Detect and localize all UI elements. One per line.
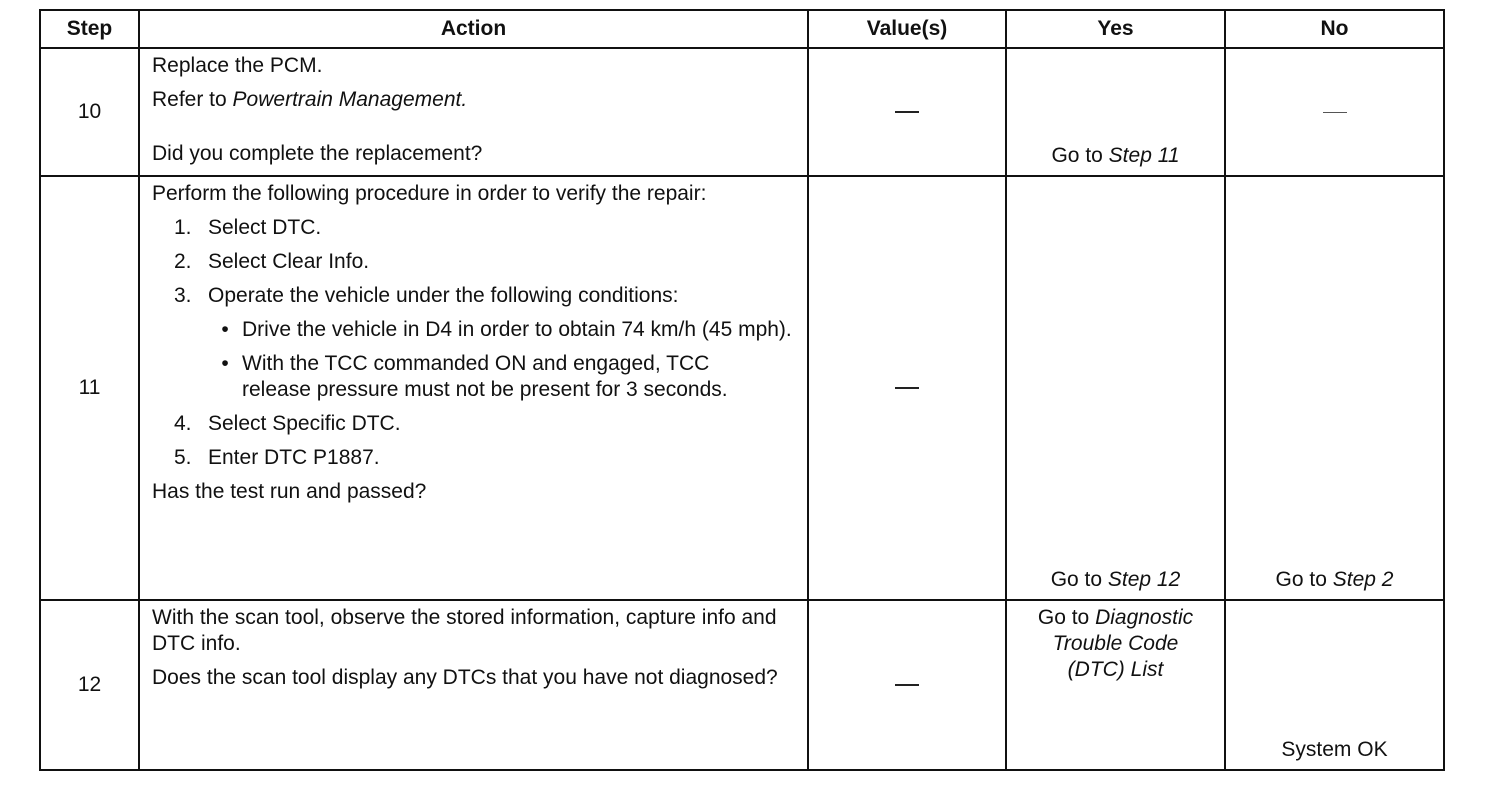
list-item: 2. Select Clear Info. — [174, 250, 370, 273]
diagnostic-table — [39, 9, 1445, 771]
yes-cell — [1006, 176, 1225, 600]
no-goto[interactable]: Go to Step 2 — [1275, 568, 1394, 591]
action-intro: Perform the following procedure in order to verify the repair: — [152, 182, 707, 205]
list-item: 1. Select DTC. — [174, 216, 322, 239]
action-question: Does the scan tool display any DTCs that you have not diagnosed? — [152, 666, 778, 689]
list-item: 4. Select Specific DTC. — [174, 412, 401, 435]
yes-goto[interactable]: Go to Step 12 — [1050, 568, 1181, 591]
no-cell — [1225, 600, 1444, 770]
step-number: 11 — [40, 176, 139, 600]
value-dash — [895, 111, 919, 113]
procedure-list — [152, 215, 795, 471]
table-row-step-11 — [40, 176, 1444, 600]
action-question: Has the test run and passed? — [152, 480, 427, 503]
value-dash — [895, 684, 919, 686]
action-cell — [139, 48, 808, 176]
action-question: Did you complete the replacement? — [152, 142, 483, 165]
condition-list — [174, 317, 795, 403]
bullet-item: • With the TCC commanded ON and engaged, TCC release pressure must not be present for 3 seconds. — [221, 352, 728, 401]
action-text: With the scan tool, observe the stored information, capture info and DTC info. — [152, 606, 777, 655]
header-action: Action — [139, 10, 808, 48]
value-cell — [808, 176, 1006, 600]
header-no: No — [1225, 10, 1444, 48]
yes-cell — [1006, 600, 1225, 770]
list-item: 5. Enter DTC P1887. — [174, 446, 380, 469]
no-cell — [1225, 176, 1444, 600]
action-cell — [139, 600, 808, 770]
step-number: 12 — [40, 600, 139, 770]
no-dash — [1323, 112, 1347, 113]
yes-goto[interactable]: Go to Diagnostic Trouble Code (DTC) List — [1037, 606, 1194, 681]
value-dash — [895, 387, 919, 389]
step-number: 10 — [40, 48, 139, 176]
yes-goto[interactable]: Go to Step 11 — [1051, 144, 1180, 167]
table-row-step-12 — [40, 600, 1444, 770]
value-cell — [808, 48, 1006, 176]
header-yes: Yes — [1006, 10, 1225, 48]
reference-link[interactable]: Powertrain Management. — [232, 88, 468, 111]
bullet-item: • Drive the vehicle in D4 in order to obtain 74 km/h (45 mph). — [221, 318, 792, 341]
header-step: Step — [40, 10, 139, 48]
action-cell — [139, 176, 808, 600]
no-result: System OK — [1281, 738, 1388, 761]
table-row-step-10 — [40, 48, 1444, 176]
list-item: 3. Operate the vehicle under the following conditions: — [174, 284, 679, 307]
header-row — [40, 10, 1444, 48]
action-text: Replace the PCM. — [152, 54, 323, 77]
header-values: Value(s) — [808, 10, 1006, 48]
value-cell — [808, 600, 1006, 770]
no-cell — [1225, 48, 1444, 176]
action-reference: Refer to Powertrain Management. — [152, 88, 468, 111]
yes-cell — [1006, 48, 1225, 176]
